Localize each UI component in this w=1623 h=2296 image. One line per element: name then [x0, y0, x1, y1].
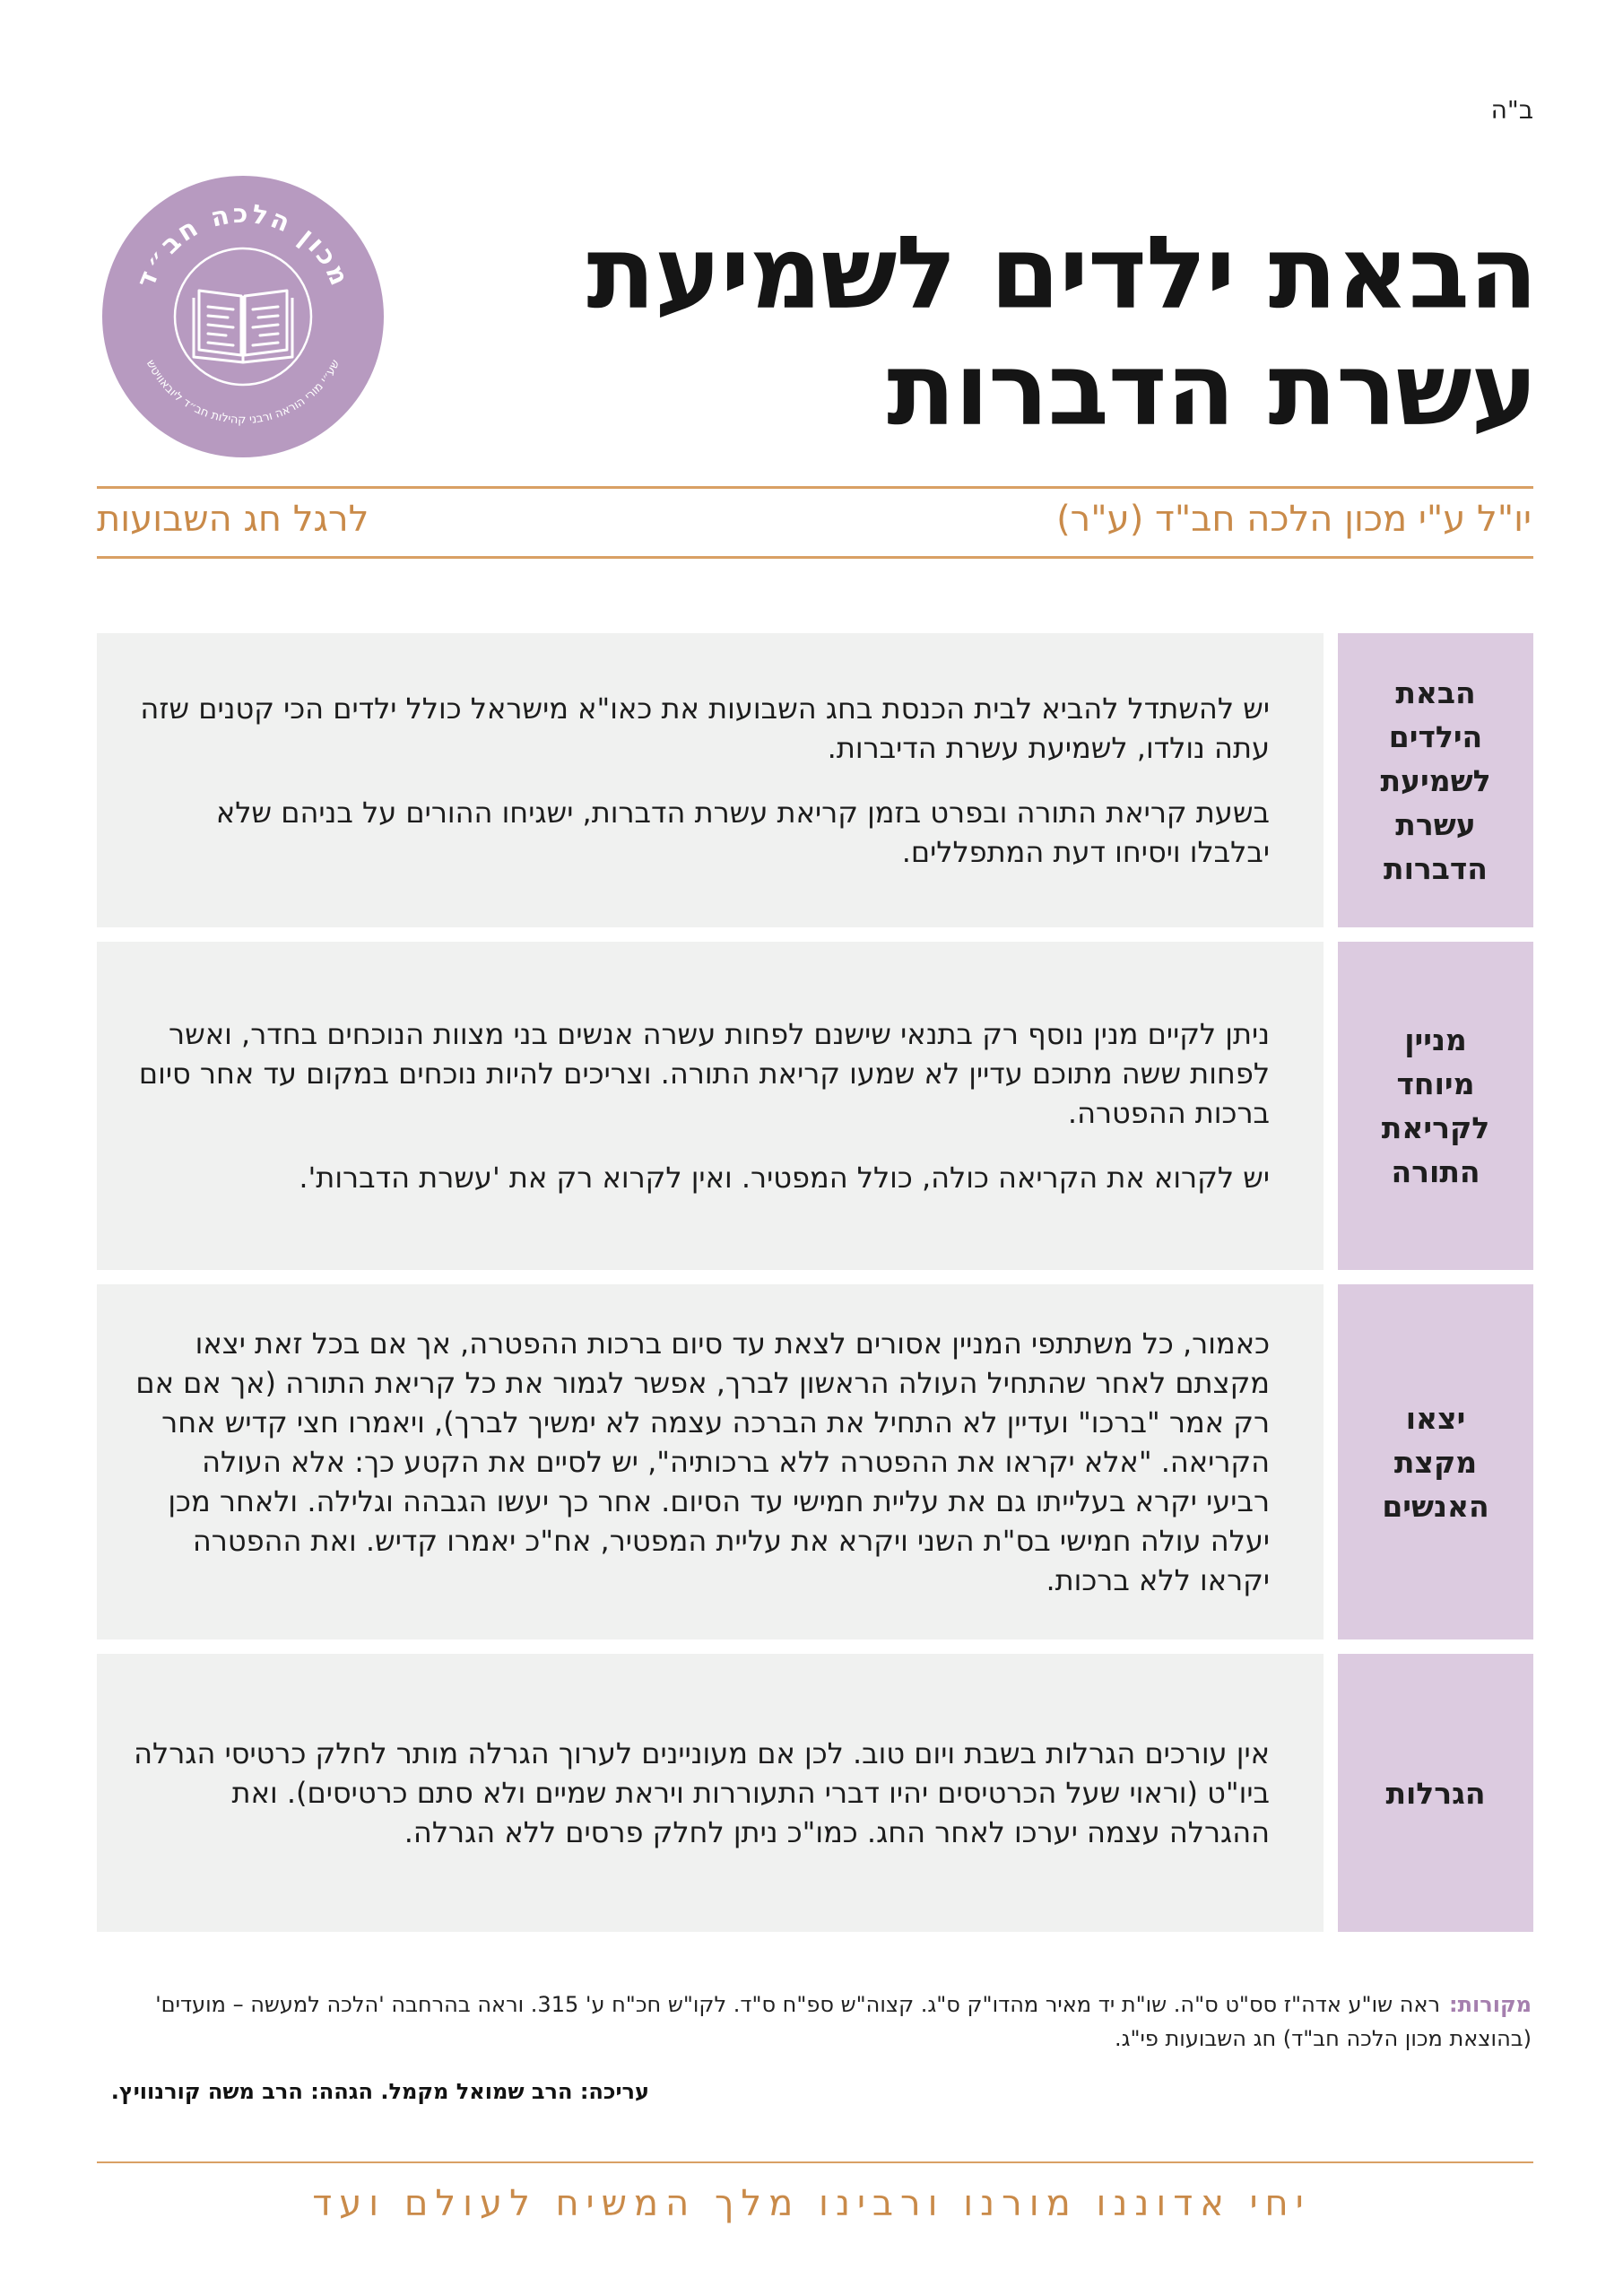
- sections-table: [97, 633, 1533, 1946]
- occasion-line: לרגל חג השבועות: [97, 499, 369, 540]
- title-line-2: עשרת הדברות: [887, 332, 1537, 448]
- section-body: [97, 942, 1324, 1270]
- divider-top: [97, 486, 1533, 489]
- section-paragraph: בשעת קריאת התורה ובפרט בזמן קריאת עשרת הדברות, ישגיחו ההורים על בניהם שלא יבלבלו ויסיחו דעת המתפללים.: [215, 796, 1270, 869]
- editing-credits: עריכה: הרב שמואל מקמל. הגהה: הרב משה קורנוויץ.: [110, 2079, 649, 2104]
- section-body: [97, 1284, 1324, 1639]
- sources-text: ראה שו"ע אדה"ז סס"ט ס"ה. שו"ת יד מאיר מהדו"ק ס"ג. קצוה"ש ספ"ח ס"ד. לקו"ש חכ"ח ע' 315. וראה בהרחבה 'הלכה למעשה – מועדים' (בהוצאת מכון הלכה חב"ד) חג השבועות פי"ג.: [155, 1992, 1532, 2051]
- section-paragraph: אין עורכים הגרלות בשבת ויום טוב. לכן אם מעוניינים לערוך הגרלה מותר לחלק כרטיסי הגרלה ביו"ט (וראוי שעל הכרטיסים יהיו דברי התעוררות ויראת שמיים ולא סתם כרטיסים). ואת ההגרלה עצמה יערכו לאחר החג. כמו"כ ניתן לחלק פרסים ללא הגרלה.: [134, 1736, 1270, 1849]
- page-title: [586, 215, 1537, 448]
- section-label: יצאו מקצת האנשים: [1338, 1284, 1533, 1639]
- section-row: [97, 1284, 1533, 1639]
- section-paragraph: ניתן לקיים מנין נוסף רק בתנאי שישנם לפחות עשרה אנשים בני מצוות הנוכחים בחדר, ואשר לפחות ששה מתוכם עדיין לא שמעו קריאת התורה. וצריכים להיות נוכחים במקום עד אחר סיום ברכות ההפטרה.: [138, 1017, 1270, 1130]
- section-row: [97, 942, 1533, 1270]
- sources-note: [97, 1987, 1532, 2056]
- section-paragraph: יש לקרוא את הקריאה כולה, כולל המפטיר. ואין לקרוא רק את 'עשרת הדברות'.: [299, 1161, 1270, 1195]
- section-paragraph: יש להשתדל להביא לבית הכנסת בחג השבועות את כאו"א מישראל כולל ילדים הכי קטנים שזה עתה נולדו, לשמיעת עשרת הדיברות.: [140, 691, 1270, 765]
- logo-top-text: מכון הלכה חב״ד: [129, 197, 357, 292]
- section-label: הבאת הילדים לשמיעת עשרת הדברות: [1338, 633, 1533, 927]
- section-row: [97, 633, 1533, 927]
- section-body: [97, 1654, 1324, 1932]
- section-row: [97, 1654, 1533, 1932]
- footer-divider: [97, 2161, 1533, 2163]
- publisher-line: יו"ל ע"י מכון הלכה חב"ד (ע"ר): [1056, 499, 1532, 540]
- logo-seal-icon: [102, 176, 384, 457]
- section-body: [97, 633, 1324, 927]
- logo-bottom-text: שע״י מורי הוראה ורבני קהילות חב״ד ליובאוויטש: [143, 357, 343, 428]
- divider-bottom: [97, 556, 1533, 559]
- sources-label: מקורות:: [1449, 1992, 1532, 2017]
- title-line-1: הבאת ילדים לשמיעת: [586, 215, 1537, 332]
- section-label: מניין מיוחד לקריאת התורה: [1338, 942, 1533, 1270]
- footer-slogan: יחי אדוננו מורנו ורבינו מלך המשיח לעולם ועד: [312, 2183, 1311, 2224]
- section-label: הגרלות: [1338, 1654, 1533, 1932]
- section-paragraph: כאמור, כל משתתפי המניין אסורים לצאת עד סיום ברכות ההפטרה, אך אם בכל זאת יצאו מקצתם לאחר שהתחיל העולה הראשון לברך, אפשר לגמור את כל קריאת התורה (אך אם אם רק אמר "ברכו" ועדיין לא התחיל את הברכה עצמה לא ימשיך לברך), ויאמרו חצי קדיש אחר הקריאה. "אלא יקראו את ההפטרה ללא ברכותיה", יש לסיים את הקטע כך: אלא העולה רביעי יקרא בעלייתו גם את עליית חמישי עד הסיום. אחר כך יעשו הגבהה וגלילה. ולאחר מכן יעלה עולה חמישי בס"ת השני ויקרא את עליית המפטיר, אח"כ יאמרו קדיש. ואת ההפטרה יקראו ללא ברכות.: [135, 1326, 1270, 1597]
- bh-mark: ב"ה: [1490, 95, 1533, 125]
